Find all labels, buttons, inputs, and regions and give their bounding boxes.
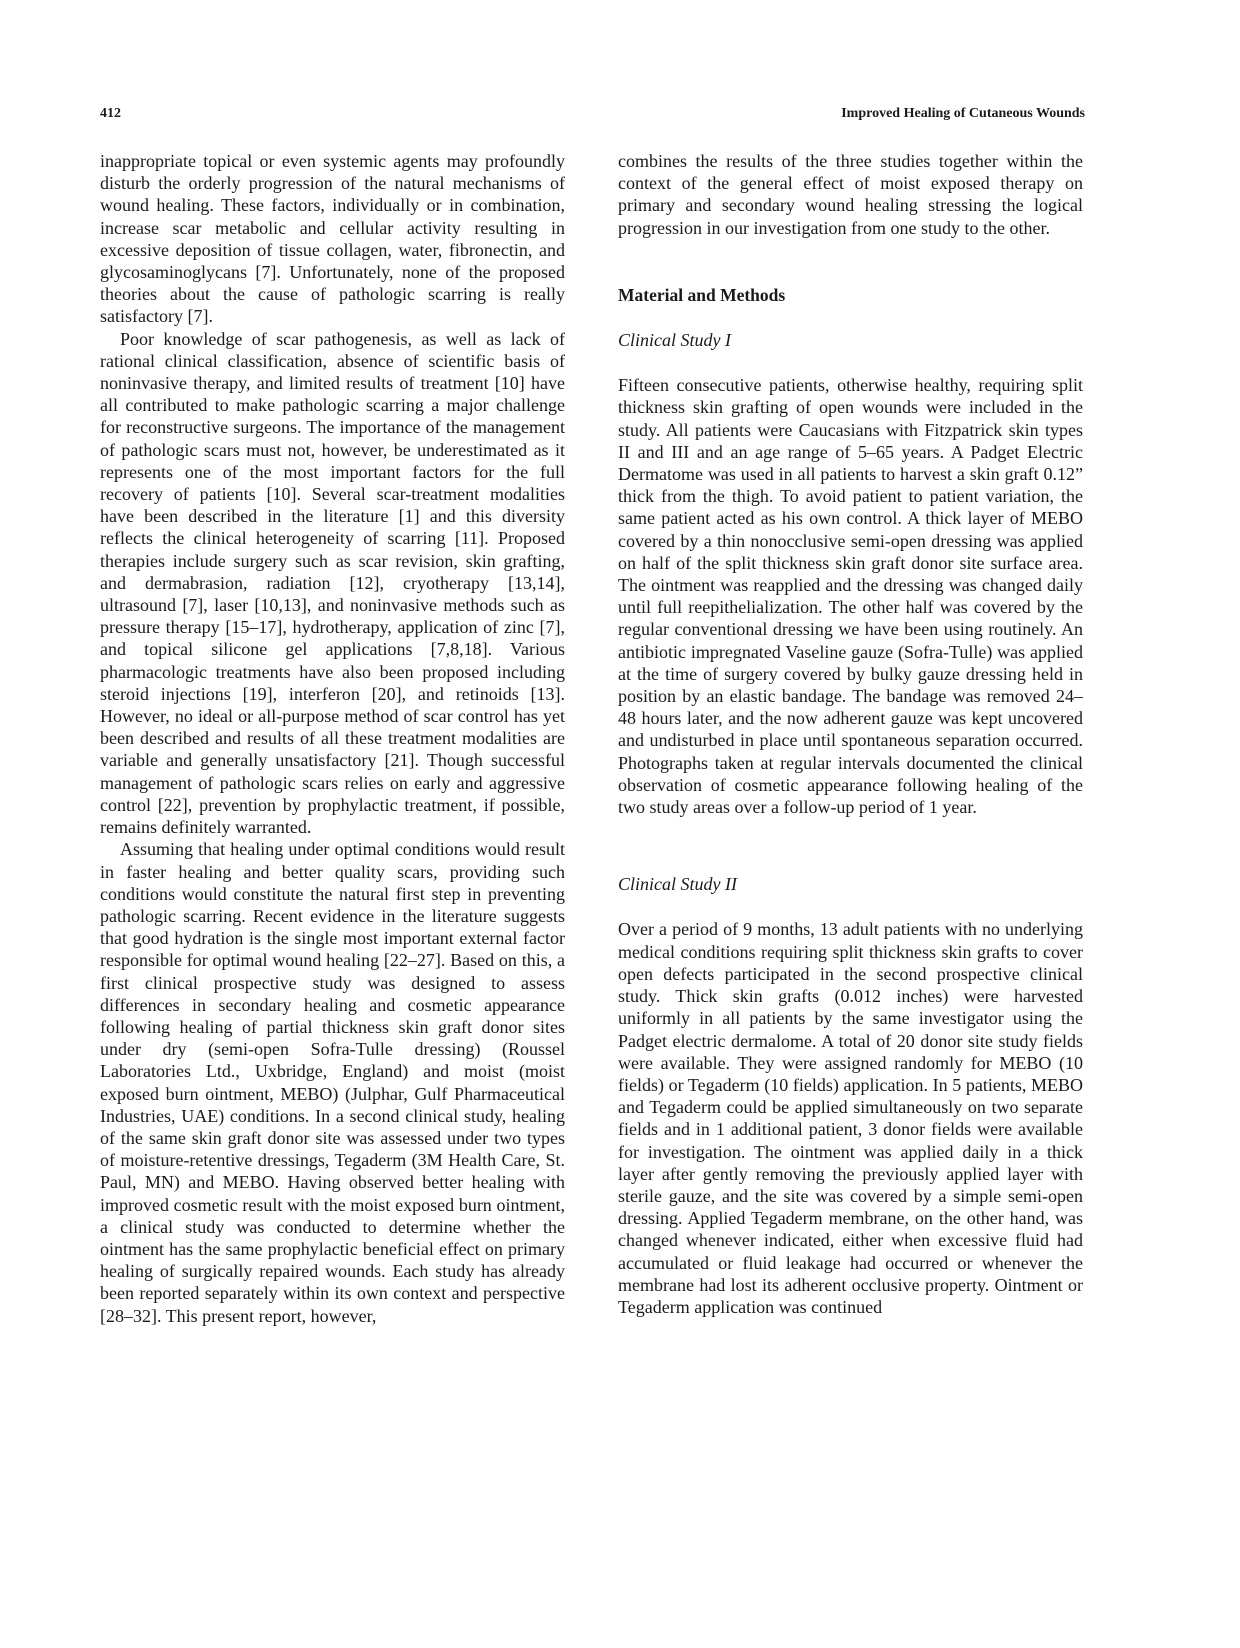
- left-column: [100, 150, 565, 1327]
- paragraph: Assuming that healing under optimal conditions would result in faster healing and better quality scars, providing such conditions would constitute the natural first step in preventing pathologic scarring. Recent evidence in the literature suggests that good hydration is the single most important external factor responsible for optimal wound healing [22–27]. Based on this, a first clinical prospective study was designed to assess differences in secondary healing and cosmetic appearance following healing of partial thickness skin graft donor sites under dry (semi-open Sofra-Tulle dressing) (Roussel Laboratories Ltd., Uxbridge, England) and moist (moist exposed burn ointment, MEBO) (Julphar, Gulf Pharmaceutical Industries, UAE) conditions. In a second clinical study, healing of the same skin graft donor site was assessed under two types of moisture-retentive dressings, Tegaderm (3M Health Care, St. Paul, MN) and MEBO. Having observed better healing with improved cosmetic result with the moist exposed burn ointment, a clinical study was conducted to determine whether the ointment has the same prophylactic beneficial effect on primary healing of surgically repaired wounds. Each study has already been reported separately within its own context and perspective [28–32]. This present report, however,: [100, 839, 565, 1326]
- running-title: Improved Healing of Cutaneous Wounds: [841, 106, 1085, 121]
- right-column: [618, 150, 1083, 1318]
- paragraph: Fifteen consecutive patients, otherwise healthy, requiring split thickness skin grafting of open wounds were included in the study. All patients were Caucasians with Fitzpatrick skin types II and III and an age range of 5–65 years. A Padget Electric Dermatome was used in all patients to harvest a skin graft 0.12” thick from the thigh. To avoid patient to patient variation, the same patient acted as his own control. A thick layer of MEBO covered by a thin nonocclusive semi-open dressing was applied on half of the split thickness skin graft donor site surface area. The ointment was reapplied and the dressing was changed daily until full reepithelialization. The other half was covered by the regular conventional dressing we have been using routinely. An antibiotic impregnated Vaseline gauze (Sofra-Tulle) was applied at the time of surgery covered by bulky gauze dressing held in position by an elastic bandage. The bandage was removed 24–48 hours later, and the now adherent gauze was kept uncovered and undisturbed in place until spontaneous separation occurred. Photographs taken at regular intervals documented the clinical observation of cosmetic appearance following healing of the two study areas over a follow-up period of 1 year.: [618, 375, 1083, 818]
- subsection-heading: Clinical Study I: [618, 330, 731, 351]
- paragraph: inappropriate topical or even systemic agents may profoundly disturb the orderly progression of the natural mechanisms of wound healing. These factors, individually or in combination, increase scar metabolic and cellular activity resulting in excessive deposition of tissue collagen, water, fibronectin, and glycosaminoglycans [7]. Unfortunately, none of the proposed theories about the cause of pathologic scarring is really satisfactory [7].: [100, 151, 565, 327]
- paragraph: combines the results of the three studies together within the context of the general effect of moist exposed therapy on primary and secondary wound healing stressing the logical progression in our investigation from one study to the other.: [618, 151, 1083, 238]
- paragraph: Over a period of 9 months, 13 adult patients with no underlying medical conditions requiring split thickness skin grafts to cover open defects participated in the second prospective clinical study. Thick skin grafts (0.012 inches) were harvested uniformly in all patients by the same investigator using the Padget electric dermalome. A total of 20 donor site study fields were available. They were assigned randomly for MEBO (10 fields) or Tegaderm (10 fields) application. In 5 patients, MEBO and Tegaderm could be applied simultaneously on two separate fields and in 1 additional patient, 3 donor fields were available for investigation. The ointment was applied daily in a thick layer after gently removing the previously applied layer with sterile gauze, and the site was covered by a simple semi-open dressing. Applied Tegaderm membrane, on the other hand, was changed whenever indicated, either when excessive fluid had accumulated or fluid leakage had occurred or whenever the membrane had lost its adherent occlusive property. Ointment or Tegaderm application was continued: [618, 919, 1083, 1317]
- subsection-heading: Clinical Study II: [618, 874, 737, 895]
- section-heading: Material and Methods: [618, 284, 786, 305]
- paragraph: Poor knowledge of scar pathogenesis, as well as lack of rational clinical classification, absence of scientific basis of noninvasive therapy, and limited results of treatment [10] have all contributed to make pathologic scarring a major challenge for reconstructive surgeons. The importance of the management of pathologic scars must not, however, be underestimated as it represents one of the most important factors for the full recovery of patients [10]. Several scar-treatment modalities have been described in the literature [1] and this diversity reflects the clinical heterogeneity of scarring [11]. Proposed therapies include surgery such as scar revision, skin grafting, and dermabrasion, radiation [12], cryotherapy [13,14], ultrasound [7], laser [10,13], and noninvasive methods such as pressure therapy [15–17], hydrotherapy, application of zinc [7], and topical silicone gel applications [7,8,18]. Various pharmacologic treatments have also been proposed including steroid injections [19], interferon [20], and retinoids [13]. However, no ideal or all-purpose method of scar control has yet been described and results of all these treatment modalities are variable and generally unsatisfactory [21]. Though successful management of pathologic scars relies on early and aggressive control [22], prevention by prophylactic treatment, if possible, remains definitely warranted.: [100, 328, 565, 838]
- page-number: 412: [100, 106, 121, 121]
